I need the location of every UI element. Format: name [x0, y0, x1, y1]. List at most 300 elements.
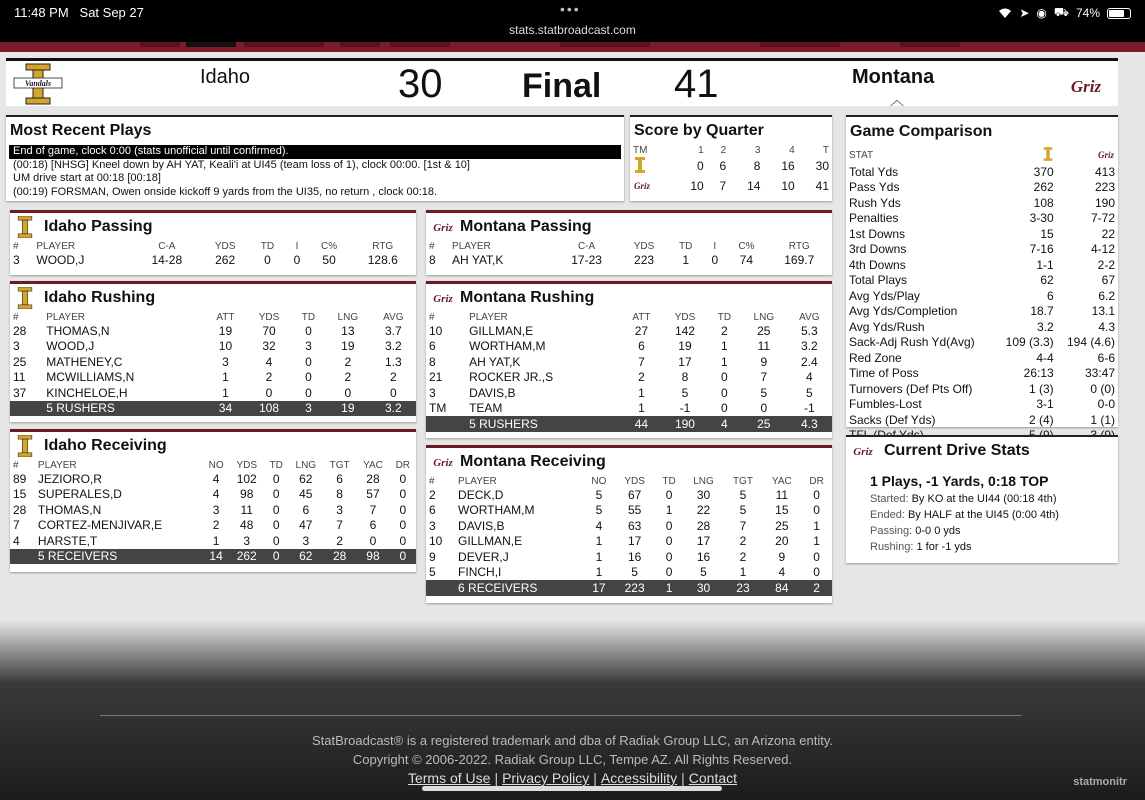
- column-header[interactable]: TGT: [329, 460, 350, 471]
- stat-cell: 3: [429, 385, 436, 400]
- status-time: 11:48 PM Sat Sep 27: [14, 5, 144, 20]
- column-header[interactable]: PLAYER: [46, 312, 85, 323]
- column-header[interactable]: TD: [662, 476, 676, 487]
- svg-text:Griz: Griz: [1070, 77, 1102, 96]
- stat-cell: 1: [813, 518, 820, 533]
- comparison-label: Total Yds: [849, 164, 899, 179]
- play-item: (00:19) FORSMAN, Owen onside kickoff 9 yards from the UI35, no return , clock 00:18.: [13, 185, 438, 198]
- stat-cell: 28: [366, 471, 380, 486]
- comparison-value: 6: [1046, 288, 1054, 303]
- comparison-value: 4-12: [1090, 242, 1115, 257]
- column-header[interactable]: PLAYER: [469, 312, 508, 323]
- stat-cell: 63: [627, 518, 642, 533]
- column-header[interactable]: TD: [679, 241, 693, 252]
- column-header[interactable]: TD: [717, 312, 732, 323]
- stat-cell: 57: [366, 487, 380, 502]
- stat-cell: 34: [205, 401, 246, 417]
- stat-cell: 11: [13, 370, 26, 385]
- table-row[interactable]: [10, 518, 416, 534]
- stat-cell: 3: [222, 354, 229, 369]
- player-name: WOOD,J: [36, 252, 85, 267]
- stat-cell: 10: [218, 339, 233, 354]
- stat-cell: 11: [240, 502, 253, 517]
- comparison-value: 1 (3): [1028, 381, 1054, 396]
- stat-cell: 223: [615, 580, 655, 596]
- column-header[interactable]: YDS: [214, 241, 236, 252]
- stat-cell: 3: [13, 252, 20, 267]
- table-row[interactable]: [426, 565, 832, 581]
- column-header[interactable]: I: [295, 241, 299, 252]
- table-row[interactable]: [426, 370, 832, 386]
- stat-cell: 62: [299, 471, 313, 486]
- table-row[interactable]: [426, 323, 832, 339]
- column-header[interactable]: C-A: [158, 241, 176, 252]
- table-row[interactable]: [10, 471, 416, 487]
- drive-line: [870, 507, 1118, 523]
- table-row[interactable]: [10, 370, 416, 386]
- player-name: JEZIORO,R: [37, 471, 102, 486]
- more-dots-icon[interactable]: •••: [560, 1, 581, 17]
- stat-cell: 30: [696, 487, 711, 502]
- link-separator: |: [593, 770, 597, 786]
- table-row[interactable]: [426, 401, 832, 417]
- column-header[interactable]: C%: [738, 241, 755, 252]
- comparison-title: Game Comparison: [850, 123, 993, 140]
- stat-cell: 8: [336, 487, 343, 502]
- nav-strip: [0, 42, 1145, 52]
- stat-cell: 2: [212, 518, 220, 533]
- panel-title-text: Idaho Receiving: [44, 437, 167, 454]
- quarter-header: 3: [754, 145, 761, 156]
- link-separator: |: [681, 770, 685, 786]
- stat-cell: 190: [662, 416, 708, 432]
- stat-cell: 25: [757, 323, 771, 338]
- stat-cell: TM: [429, 401, 447, 416]
- stat-cell: 28: [13, 323, 27, 338]
- stat-cell: 21: [429, 370, 443, 385]
- total-row[interactable]: [426, 416, 832, 432]
- stat-cell: 0: [760, 401, 768, 416]
- montana-rushing-title: [426, 284, 832, 312]
- home-team-name[interactable]: Idaho: [200, 66, 251, 88]
- stat-cell: 19: [678, 339, 692, 354]
- comparison-table: [846, 147, 1118, 443]
- stat-cell: 6: [302, 502, 310, 517]
- table-row[interactable]: [426, 503, 832, 519]
- table-row[interactable]: [426, 354, 832, 370]
- stat-cell: 6: [429, 339, 436, 354]
- stat-cell: 6: [369, 518, 377, 533]
- comparison-value: 0 (0): [1090, 381, 1115, 396]
- drive-details: [846, 489, 1118, 555]
- column-header[interactable]: YDS: [633, 241, 655, 252]
- comparison-row: [846, 242, 1118, 258]
- stat-cell: 0: [389, 385, 397, 400]
- stat-cell: 20: [775, 534, 789, 549]
- montana-passing-table: [426, 241, 832, 268]
- stat-cell: 2: [721, 323, 728, 338]
- player-name: WORTHAM,M: [469, 339, 546, 354]
- comparison-value: 194 (4.6): [1066, 335, 1115, 350]
- stat-cell: 22: [696, 503, 711, 518]
- stat-cell: 2: [739, 534, 747, 549]
- stat-cell: 5: [429, 565, 436, 580]
- column-header[interactable]: RTG: [788, 241, 810, 252]
- drive-line-value: 0-0 0 yds: [915, 525, 961, 537]
- stat-cell: [426, 416, 466, 432]
- stat-cell: 2: [336, 533, 343, 548]
- table-row[interactable]: [426, 534, 832, 550]
- play-item: UM drive start at 00:18 [00:18]: [13, 172, 161, 184]
- stat-cell: 0: [344, 385, 352, 400]
- comparison-row: [846, 366, 1118, 382]
- comparison-value: 3-1: [1036, 397, 1054, 412]
- stat-cell: 2.4: [800, 354, 818, 369]
- stat-cell: 19: [341, 339, 355, 354]
- idaho-quarter-score: 30: [815, 159, 829, 173]
- stat-cell: 0: [665, 534, 673, 549]
- comparison-row: [846, 226, 1118, 242]
- table-header-row: [426, 241, 832, 252]
- chevron-up-icon[interactable]: ︿: [890, 92, 904, 108]
- stat-cell: 0: [721, 370, 728, 385]
- montana-quarter-score: 41: [815, 179, 829, 193]
- table-row[interactable]: [10, 252, 416, 268]
- total-row[interactable]: [10, 549, 416, 565]
- idaho-logo-icon: [8, 62, 68, 106]
- column-header[interactable]: PLAYER: [37, 460, 77, 471]
- stat-cell: 0: [813, 565, 820, 580]
- stat-cell: 89: [13, 471, 27, 486]
- column-header[interactable]: AVG: [799, 312, 820, 323]
- footer-link-privacy-policy[interactable]: Privacy Policy: [502, 770, 590, 786]
- stat-cell: 14: [203, 549, 230, 565]
- away-team-name[interactable]: Montana: [852, 66, 935, 88]
- stat-cell: 7: [638, 354, 645, 369]
- stat-cell: 5: [760, 385, 768, 400]
- player-name: GILLMAN,E: [458, 534, 523, 549]
- stat-cell: 16: [627, 549, 642, 564]
- stat-cell: 0: [272, 487, 280, 502]
- stat-cell: 17: [696, 534, 711, 549]
- column-header[interactable]: RTG: [372, 241, 394, 252]
- column-header[interactable]: LNG: [693, 476, 714, 487]
- comparison-row: [846, 273, 1118, 289]
- stat-cell: 28: [13, 502, 27, 517]
- column-header[interactable]: YDS: [258, 312, 280, 323]
- column-header[interactable]: ATT: [632, 312, 651, 323]
- column-header[interactable]: NO: [591, 476, 607, 487]
- stat-cell: 1: [638, 385, 645, 400]
- player-name: MCWILLIAMS,N: [46, 370, 135, 385]
- wifi-icon: [998, 8, 1012, 19]
- table-row[interactable]: [426, 549, 832, 565]
- column-header[interactable]: #: [13, 312, 19, 323]
- table-header-row: [10, 312, 416, 323]
- comparison-label: Rush Yds: [849, 195, 901, 210]
- drive-line-label: Ended:: [870, 509, 905, 521]
- column-header[interactable]: TD: [269, 460, 283, 471]
- stat-cell: 3.2: [800, 339, 818, 354]
- car-icon: ⛟: [1053, 5, 1069, 19]
- stat-cell: 1: [595, 549, 603, 564]
- stat-cell: 19: [325, 401, 371, 417]
- quarter-header: 4: [789, 145, 795, 156]
- player-name: AH YAT,K: [469, 354, 521, 369]
- footer-copyright: Copyright © 2006-2022. Radiak Group LLC, Tempe AZ. All Rights Reserved.: [352, 752, 793, 767]
- panel-title-text: Idaho Rushing: [44, 289, 156, 306]
- comparison-label: Avg Yds/Rush: [849, 319, 925, 334]
- table-row[interactable]: [10, 339, 416, 355]
- stat-cell: 4: [13, 533, 20, 548]
- stat-cell: 4.3: [787, 416, 832, 432]
- stat-cell: 9: [429, 549, 436, 564]
- comparison-row: [846, 257, 1118, 273]
- stat-cell: 7: [760, 370, 768, 385]
- stat-cell: 0: [305, 385, 312, 400]
- comparison-value: 33:47: [1084, 366, 1115, 381]
- stat-cell: 4: [595, 518, 603, 533]
- montana-logo-icon: [430, 287, 452, 309]
- footer-link-accessibility[interactable]: Accessibility: [600, 770, 678, 786]
- player-name: CORTEZ-MENJIVAR,E: [37, 518, 163, 533]
- comparison-value: 6-6: [1097, 350, 1115, 365]
- table-row[interactable]: [10, 354, 416, 370]
- column-header[interactable]: TGT: [732, 476, 753, 487]
- stat-cell: 1: [721, 354, 728, 369]
- home-score: 30: [398, 62, 443, 106]
- player-name: WOOD,J: [46, 339, 95, 354]
- stat-cell: 47: [299, 518, 313, 533]
- column-header[interactable]: LNG: [337, 312, 359, 323]
- column-header[interactable]: LNG: [753, 312, 775, 323]
- comparison-value: 0-0: [1097, 397, 1115, 412]
- quarter-header: TM: [633, 145, 648, 156]
- column-header[interactable]: LNG: [295, 460, 317, 471]
- table-header-row: [426, 476, 832, 487]
- stat-cell: 1: [813, 534, 820, 549]
- stat-cell: 0: [711, 252, 719, 267]
- comparison-label: 3rd Downs: [849, 242, 907, 257]
- comparison-value: 223: [1094, 180, 1115, 195]
- drive-line: [870, 539, 1118, 555]
- stat-cell: 5: [595, 487, 603, 502]
- stat-cell: 5.3: [800, 323, 818, 338]
- current-drive-panel: [846, 435, 1118, 563]
- stat-cell: 27: [634, 323, 649, 338]
- column-header[interactable]: YAC: [363, 460, 383, 471]
- comparison-label: 1st Downs: [849, 226, 906, 241]
- comparison-row: [846, 319, 1118, 335]
- montana-logo-icon: [1056, 62, 1116, 106]
- table-row[interactable]: [426, 339, 832, 355]
- comparison-row: [846, 350, 1118, 366]
- column-header[interactable]: YDS: [236, 460, 257, 471]
- stat-cell: 13: [341, 323, 355, 338]
- stat-cell: 0: [305, 354, 312, 369]
- column-header[interactable]: #: [429, 312, 435, 323]
- comparison-label: Penalties: [849, 211, 899, 226]
- montana-quarter-score: 10: [781, 179, 795, 193]
- stat-cell: 62: [289, 549, 323, 565]
- player-name: FINCH,I: [458, 565, 502, 580]
- stat-cell: 98: [356, 549, 389, 565]
- stat-cell: 45: [299, 487, 313, 502]
- stat-cell: 1: [222, 370, 229, 385]
- table-header-row: [10, 241, 416, 252]
- column-header[interactable]: I: [713, 241, 717, 252]
- stat-cell: 3: [429, 518, 436, 533]
- idaho-receiving-table: [10, 460, 416, 564]
- idaho-passing-title: [10, 213, 416, 241]
- stat-cell: 4: [212, 471, 220, 486]
- player-name: 5 RECEIVERS: [35, 549, 203, 565]
- home-indicator[interactable]: [422, 786, 722, 791]
- comparison-value: 3-30: [1029, 211, 1054, 226]
- montana-passing-title: [426, 213, 832, 241]
- stat-cell: 262: [215, 252, 236, 267]
- column-header[interactable]: YDS: [624, 476, 645, 487]
- stat-header: STAT: [849, 150, 874, 161]
- stat-cell: 50: [322, 252, 336, 267]
- idaho-rushing-title: [10, 284, 416, 312]
- stat-cell: 128.6: [367, 252, 398, 267]
- column-header[interactable]: C-A: [577, 241, 596, 252]
- play-item: End of game, clock 0:00 (stats unofficial until confirmed).: [9, 145, 621, 159]
- table-row[interactable]: [10, 533, 416, 549]
- stat-cell: 2: [344, 370, 352, 385]
- montana-logo-icon: [430, 451, 452, 473]
- column-header[interactable]: #: [429, 476, 435, 487]
- table-row[interactable]: [426, 252, 832, 268]
- recent-plays-title: Most Recent Plays: [10, 122, 152, 139]
- url-bar[interactable]: stats.statbroadcast.com: [509, 23, 636, 37]
- comparison-row: [846, 397, 1118, 413]
- stat-cell: 142: [674, 323, 695, 338]
- stat-cell: 1: [682, 252, 690, 267]
- table-row[interactable]: [426, 487, 832, 503]
- column-header[interactable]: #: [13, 460, 19, 471]
- comparison-value: 18.7: [1030, 304, 1054, 319]
- column-header[interactable]: #: [429, 241, 435, 252]
- stat-cell: 5: [631, 565, 638, 580]
- stat-cell: 11: [757, 339, 771, 354]
- column-header[interactable]: TD: [301, 312, 316, 323]
- table-row[interactable]: [426, 385, 832, 401]
- stat-cell: 2: [739, 549, 747, 564]
- footer-link-terms-of-use[interactable]: Terms of Use: [407, 770, 491, 786]
- column-header[interactable]: PLAYER: [36, 241, 76, 252]
- stat-cell: 2: [344, 354, 352, 369]
- table-row[interactable]: [426, 518, 832, 534]
- comparison-row: [846, 180, 1118, 196]
- stat-cell: 16: [696, 549, 711, 564]
- panel-title-text: Idaho Passing: [44, 218, 153, 235]
- comparison-value: 1 (1): [1090, 412, 1115, 427]
- column-header[interactable]: PLAYER: [458, 476, 497, 487]
- stat-cell: 0: [265, 385, 273, 400]
- stat-cell: 70: [262, 323, 276, 338]
- stat-cell: 2: [265, 370, 273, 385]
- column-header[interactable]: PLAYER: [452, 241, 491, 252]
- table-row[interactable]: [10, 502, 416, 518]
- quarter-header: 2: [720, 145, 727, 156]
- stat-cell: 17: [627, 534, 642, 549]
- player-name: SUPERALES,D: [37, 487, 122, 502]
- quarter-header: T: [822, 145, 829, 156]
- montana-logo-icon: [430, 216, 452, 238]
- statmonitr-logo[interactable]: statmonitr: [1073, 776, 1127, 788]
- stat-cell: 8: [429, 252, 436, 267]
- stat-cell: 15: [775, 503, 789, 518]
- stat-cell: 0: [665, 487, 673, 502]
- player-name: ROCKER JR.,S: [469, 370, 554, 385]
- stat-cell: 3: [302, 533, 310, 548]
- column-header[interactable]: AVG: [383, 312, 404, 323]
- column-header[interactable]: NO: [208, 460, 224, 471]
- stat-cell: 1: [721, 339, 728, 354]
- stat-cell: 1: [595, 534, 603, 549]
- stat-cell: 5: [739, 487, 747, 502]
- stat-cell: 169.7: [784, 252, 815, 267]
- idaho-receiving-panel: [10, 429, 416, 572]
- column-header[interactable]: ATT: [216, 312, 235, 323]
- stat-cell: 0: [264, 252, 271, 267]
- column-header[interactable]: TD: [260, 241, 275, 252]
- comparison-label: Avg Yds/Play: [849, 288, 920, 303]
- idaho-logo-icon: [14, 287, 36, 309]
- stat-cell: 37: [13, 385, 27, 400]
- total-row[interactable]: [10, 401, 416, 417]
- stat-cell: 28: [323, 549, 356, 565]
- column-header[interactable]: YAC: [771, 476, 792, 487]
- comparison-value: 1-1: [1036, 257, 1054, 272]
- player-name: KINCHELOE,H: [46, 385, 128, 400]
- stat-cell: -1: [803, 401, 815, 416]
- stat-cell: 3: [336, 502, 343, 517]
- table-row[interactable]: [10, 487, 416, 503]
- stat-cell: 1: [212, 533, 220, 548]
- stat-cell: 84: [762, 580, 801, 596]
- table-row[interactable]: [10, 323, 416, 339]
- panel-title-text: Montana Passing: [460, 218, 592, 235]
- stat-cell: 5: [739, 503, 747, 518]
- comparison-value: 6.2: [1098, 288, 1115, 303]
- stat-cell: 5: [700, 565, 707, 580]
- total-row[interactable]: [426, 580, 832, 596]
- idaho-quarter-score: 16: [781, 159, 795, 173]
- stat-cell: 3: [243, 533, 251, 548]
- comparison-value: 109 (3.3): [1005, 335, 1054, 350]
- column-header[interactable]: C%: [321, 241, 338, 252]
- stat-cell: 3.2: [371, 401, 416, 417]
- table-row[interactable]: [10, 385, 416, 401]
- quarter-table: [630, 145, 832, 196]
- column-header[interactable]: YDS: [674, 312, 696, 323]
- idaho-quarter-score: 8: [753, 159, 761, 173]
- footer-link-contact[interactable]: Contact: [688, 770, 738, 786]
- stat-cell: 17: [583, 580, 615, 596]
- stat-cell: 0: [721, 401, 728, 416]
- stat-cell: 7: [336, 518, 343, 533]
- column-header[interactable]: DR: [809, 476, 824, 487]
- column-header[interactable]: #: [13, 241, 19, 252]
- status-bar: [0, 0, 1145, 42]
- comparison-value: 2-2: [1097, 257, 1115, 272]
- footer-divider: [100, 715, 1022, 716]
- player-name: GILLMAN,E: [469, 323, 534, 338]
- column-header[interactable]: DR: [395, 460, 411, 471]
